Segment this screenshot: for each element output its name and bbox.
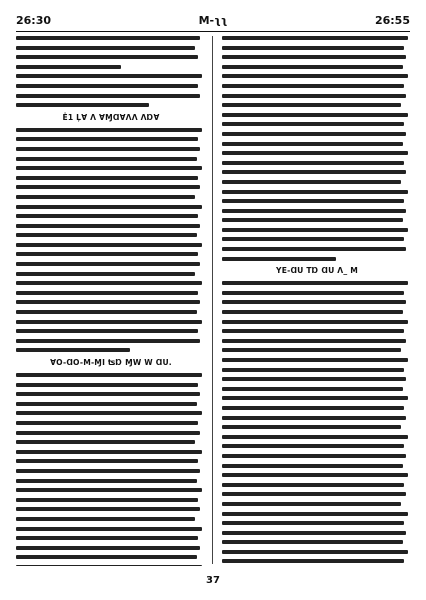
- text-line: [222, 473, 408, 477]
- text-line: [222, 170, 406, 174]
- text-line: [222, 454, 406, 458]
- text-line: [16, 103, 149, 107]
- text-line: [222, 300, 406, 304]
- text-line: [16, 392, 200, 396]
- text-line: [16, 411, 202, 415]
- text-line: [16, 498, 198, 502]
- text-line: [16, 479, 197, 483]
- text-line: [16, 565, 202, 566]
- text-line: [222, 247, 406, 251]
- page-number: 37: [206, 575, 220, 586]
- text-line: [16, 373, 202, 377]
- text-line: [222, 464, 403, 468]
- text-line: [16, 300, 200, 304]
- text-line: [222, 396, 408, 400]
- text-line: [16, 517, 195, 521]
- text-line: [16, 55, 198, 59]
- text-line: [16, 243, 202, 247]
- text-line: [16, 205, 202, 209]
- text-line: [222, 368, 404, 372]
- column-divider: [212, 36, 213, 564]
- text-line: [222, 180, 401, 184]
- text-line: [222, 218, 403, 222]
- verse-paragraph: [222, 281, 412, 566]
- text-line: [16, 224, 200, 228]
- text-line: [16, 195, 195, 199]
- text-line: [222, 339, 406, 343]
- text-line: [222, 36, 408, 40]
- text-line: [222, 358, 408, 362]
- text-line: [222, 161, 404, 165]
- text-line: [16, 291, 198, 295]
- text-line: [16, 536, 198, 540]
- text-line: [222, 502, 401, 506]
- text-line: [16, 157, 197, 161]
- text-line: [16, 555, 197, 559]
- header-left-reference: 26:30: [16, 13, 52, 27]
- verse-paragraph: [16, 373, 206, 566]
- left-column: [16, 36, 206, 566]
- text-line: [222, 94, 406, 98]
- text-line: [16, 329, 198, 333]
- text-line: [16, 65, 121, 69]
- text-line: [222, 435, 408, 439]
- text-line: [16, 281, 202, 285]
- text-line: [222, 132, 406, 136]
- text-line: [222, 329, 404, 333]
- text-line: [222, 190, 408, 194]
- text-line: [222, 550, 408, 554]
- text-line: [222, 531, 406, 535]
- text-line: [222, 84, 404, 88]
- section-heading: YE-ⱭU TⱰ ⱭU Ʌ_ M: [276, 266, 358, 276]
- text-line: [222, 281, 408, 285]
- text-line: [222, 348, 401, 352]
- text-line: [222, 151, 408, 155]
- text-line: [222, 46, 404, 50]
- text-line: [16, 421, 198, 425]
- text-line: [222, 209, 406, 213]
- book-title: M-ʅʅ: [198, 13, 228, 27]
- header-rule: [16, 31, 410, 32]
- text-line: [222, 103, 401, 107]
- text-line: [16, 128, 202, 132]
- text-line: [222, 320, 408, 324]
- text-line: [16, 84, 198, 88]
- text-line: [222, 199, 404, 203]
- text-line: [16, 214, 198, 218]
- text-line: [222, 228, 408, 232]
- text-line: [16, 527, 202, 531]
- text-line: [222, 55, 406, 59]
- verse-paragraph: [16, 128, 206, 353]
- text-line: [16, 488, 202, 492]
- text-line: [16, 450, 202, 454]
- text-line: [16, 546, 200, 550]
- text-line: [222, 291, 404, 295]
- text-line: [16, 147, 200, 151]
- text-line: [222, 387, 403, 391]
- right-column: [222, 36, 412, 566]
- section-heading: Ė1 ĻⱯ Ʌ ⱯⱮⱭⱯɅɅ ɅⱰⱯ: [62, 112, 160, 122]
- text-line: [16, 262, 200, 266]
- text-line: [16, 94, 200, 98]
- text-line: [16, 36, 200, 40]
- text-line: [16, 176, 198, 180]
- text-line: [16, 185, 200, 189]
- text-line: [16, 431, 200, 435]
- text-line: [16, 137, 198, 141]
- verse-paragraph: [222, 36, 412, 261]
- text-line: [222, 521, 404, 525]
- verse-paragraph: [16, 36, 206, 107]
- text-line: [16, 46, 195, 50]
- text-line: [222, 559, 404, 563]
- text-line: [222, 483, 404, 487]
- text-line: [16, 320, 202, 324]
- text-line: [16, 459, 198, 463]
- text-line: [16, 348, 130, 352]
- running-header: [16, 10, 410, 30]
- text-line: [16, 166, 202, 170]
- section-heading: ⱯO-ⱭO-M-ⱮI ʦⱰ ⱮW W ⱭU.: [50, 358, 172, 367]
- text-line: [222, 406, 404, 410]
- header-right-reference: 26:55: [374, 13, 410, 27]
- text-line: [222, 310, 403, 314]
- text-line: [222, 74, 408, 78]
- text-line: [222, 122, 404, 126]
- text-line: [16, 233, 197, 237]
- text-line: [16, 310, 197, 314]
- text-line: [16, 252, 198, 256]
- text-line: [222, 65, 403, 69]
- text-line: [222, 113, 408, 117]
- text-line: [16, 402, 197, 406]
- text-line: [222, 377, 406, 381]
- text-line: [16, 440, 195, 444]
- text-line: [222, 540, 403, 544]
- text-line: [222, 444, 404, 448]
- text-line: [16, 383, 198, 387]
- text-line: [16, 507, 200, 511]
- text-line: [16, 74, 202, 78]
- text-line: [222, 257, 336, 261]
- text-line: [222, 492, 406, 496]
- text-line: [16, 272, 195, 276]
- text-line: [16, 469, 200, 473]
- text-line: [222, 425, 401, 429]
- text-line: [222, 512, 408, 516]
- text-line: [16, 339, 200, 343]
- text-line: [222, 142, 403, 146]
- text-line: [222, 416, 406, 420]
- text-line: [222, 237, 404, 241]
